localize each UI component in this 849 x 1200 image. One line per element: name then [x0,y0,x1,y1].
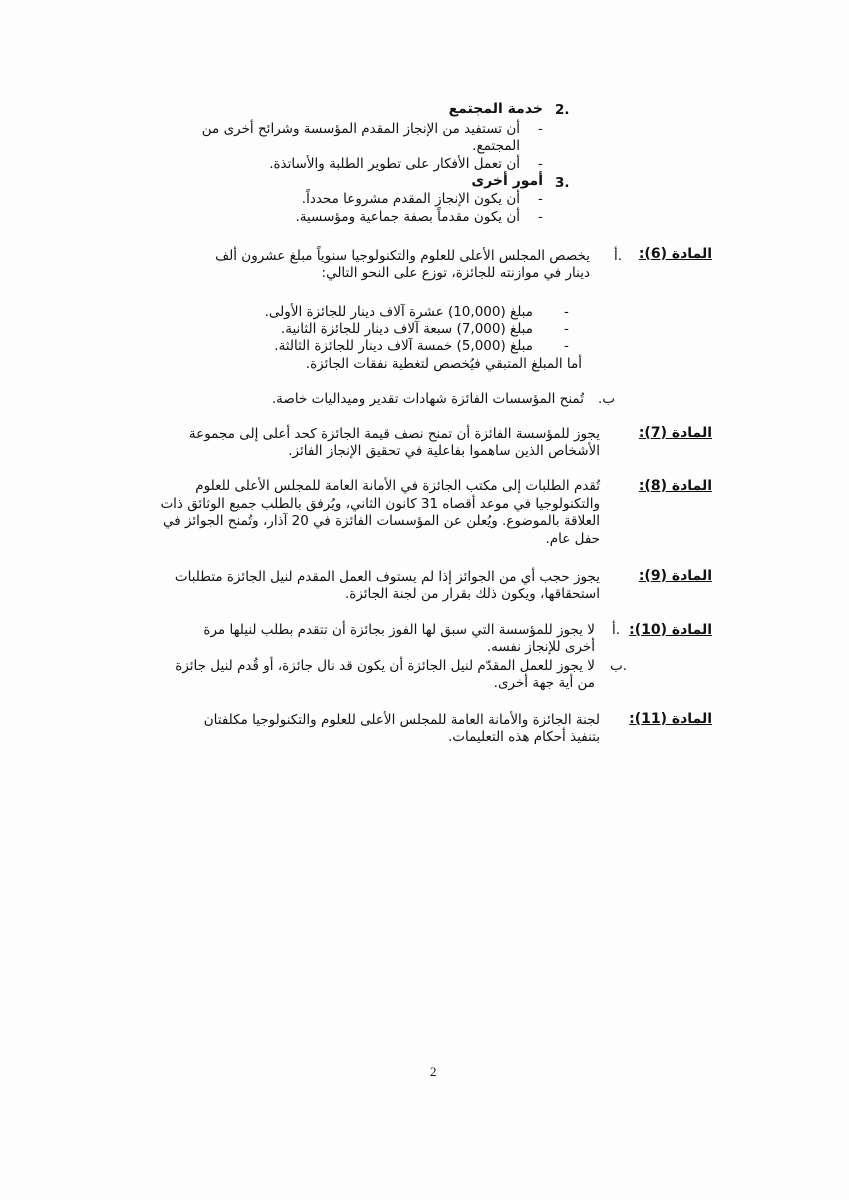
page-number: 2 [430,1064,437,1079]
article9-label: المادة (9): [638,568,712,584]
section3-item1: أن يكون الإنجاز المقدم مشروعا محدداً. [301,191,520,207]
section2-item1 [150,121,520,155]
article10-a-line1: لا يجوز للمؤسسة التي سبق لها الفوز بجائزة أن تتقدم بطلب لنيلها مرة [203,622,595,638]
article6-marker-b: ب. [597,391,615,407]
article10-marker-b: ب. [610,658,628,674]
article6-para-line1: يخصص المجلس الأعلى للعلوم والتكنولوجيا سنوياً مبلغ عشرون ألف [215,248,590,264]
section2-number: 2. [555,102,570,118]
section2-item1-line2: المجتمع. [472,138,520,154]
article9-text [150,569,600,603]
section2-item2-dash: - [538,156,543,172]
section3-number: 3. [555,175,570,191]
article8-text [150,478,600,548]
article6-remainder: أما المبلغ المتبقي فيُخصص لتغطية نفقات الجائزة. [305,356,582,372]
article10-b-line1: لا يجوز للعمل المقدّم لنيل الجائزة أن يكون قد نال جائزة، أو قُدم لنيل جائزة [175,658,595,674]
section2-item2: أن تعمل الأفكار على تطوير الطلبة والأساتذة. [269,156,520,172]
article8-label: المادة (8): [638,478,712,494]
article10-paragraph-a [150,622,595,656]
article11-text [150,712,600,746]
article11-line2: بتنفيذ أحكام هذه التعليمات. [448,729,600,745]
article9-line2: استحقاقها، ويكون ذلك بقرار من لجنة الجائزة. [344,586,600,602]
article9-line1: يجوز حجب أي من الجوائز إذا لم يستوف العمل المقدم لنيل الجائزة متطلبات [174,569,600,585]
article7-line2: الأشخاص الذين ساهموا بفاعلية في تحقيق الإنجاز الفائز. [288,443,600,459]
article11-label: المادة (11): [629,711,712,727]
article10-b-line2: من أية جهة أخرى. [493,675,595,691]
article6-amount3-dash: - [564,338,569,354]
section2-item1-line1: أن تستفيد من الإنجاز المقدم المؤسسة وشرائح أخرى من [201,121,520,137]
article6-amount2: مبلغ (7,000) سبعة آلاف دينار للجائزة الثانية. [280,321,533,337]
section2-item1-dash: - [538,121,543,137]
section3-title: أمور أخرى [471,173,543,189]
section3-item2: أن يكون مقدماً بصفة جماعية ومؤسسية. [295,209,520,225]
article10-a-line2: أخرى للإنجاز نفسه. [486,639,595,655]
article6-paragraph-a [150,248,590,282]
article8-line3: العلاقة بالموضوع. ويُعلن عن المؤسسات الفائزة في 20 آذار، وتُمنح الجوائز في [162,513,600,529]
section3-item2-dash: - [538,209,543,225]
article6-marker-a: أ. [614,248,623,264]
article7-text [150,426,600,460]
article6-amount2-dash: - [564,321,569,337]
article10-paragraph-b [150,658,595,692]
article11-line1: لجنة الجائزة والأمانة العامة للمجلس الأعلى للعلوم والتكنولوجيا مكلفتان [203,712,600,728]
article6-amount1-dash: - [564,304,569,320]
article7-line1: يجوز للمؤسسة الفائزة أن تمنح نصف قيمة الجائزة كحد أعلى إلى مجموعة [188,426,600,442]
article6-paragraph-b: تُمنح المؤسسات الفائزة شهادات تقدير وميداليات خاصة. [271,391,584,407]
article10-marker-a: أ. [612,622,621,638]
section2-title: خدمة المجتمع [448,101,543,117]
article6-amount1: مبلغ (10,000) عشرة آلاف دينار للجائزة الأولى. [264,304,533,320]
article7-label: المادة (7): [638,425,712,441]
article10-label: المادة (10): [629,622,712,638]
article6-label: المادة (6): [638,246,712,262]
section3-item1-dash: - [538,191,543,207]
article8-line4: حفل عام. [545,530,600,547]
article8-line2: والتكنولوجيا في موعد أقصاه 31 كانون الثاني، ويُرفق بالطلب جميع الوثائق ذات [160,495,600,512]
article6-amount3: مبلغ (5,000) خمسة آلاف دينار للجائزة الثالثة. [274,338,533,354]
article8-line1: تُقدم الطلبات إلى مكتب الجائزة في الأمانة العامة للمجلس الأعلى للعلوم [195,478,600,494]
article6-para-line2: دينار في موازنته للجائزة، توزع على النحو التالي: [321,265,590,281]
